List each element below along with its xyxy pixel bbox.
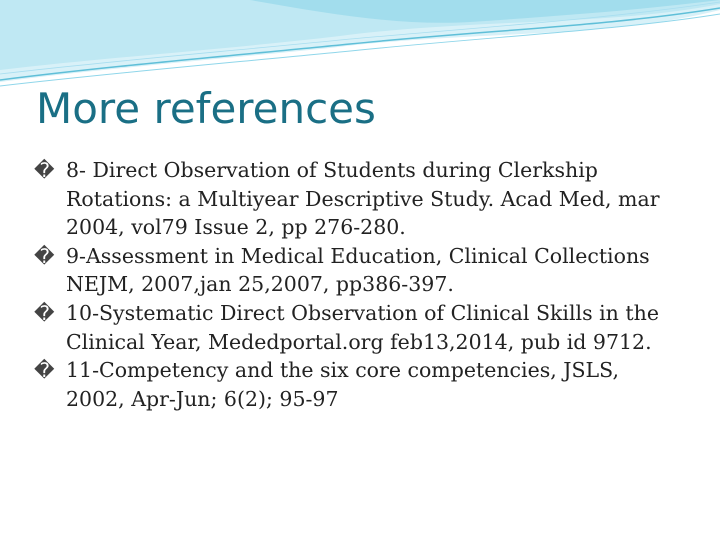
reference-text: 9-Assessment in Medical Education, Clinical Collections NEJM, 2007,jan 25,2007, pp386-397. <box>66 243 650 297</box>
bullet-icon: � <box>34 243 55 268</box>
reference-text: 11-Competency and the six core competencies, JSLS, 2002, Apr-Jun; 6(2); 95-97 <box>66 358 619 411</box>
slide-title: More references <box>36 84 376 133</box>
reference-item <box>34 356 684 413</box>
bullet-icon: � <box>34 158 55 182</box>
header-wave-decoration <box>0 0 720 95</box>
reference-item <box>34 299 684 356</box>
reference-text: 8- Direct Observation of Students during Clerkship Rotations: a Multiyear Descriptive Study. Acad Med, mar 2004, vol79 Issue 2, pp 276-280. <box>66 158 660 240</box>
reference-item <box>34 242 684 299</box>
reference-item <box>34 156 684 242</box>
bullet-icon: � <box>34 358 55 383</box>
reference-text: 10-Systematic Direct Observation of Clinical Skills in the Clinical Year, Mededportal.org feb13,2014, pub id 9712. <box>66 300 659 354</box>
bullet-icon: � <box>34 300 55 325</box>
reference-list <box>34 156 684 413</box>
